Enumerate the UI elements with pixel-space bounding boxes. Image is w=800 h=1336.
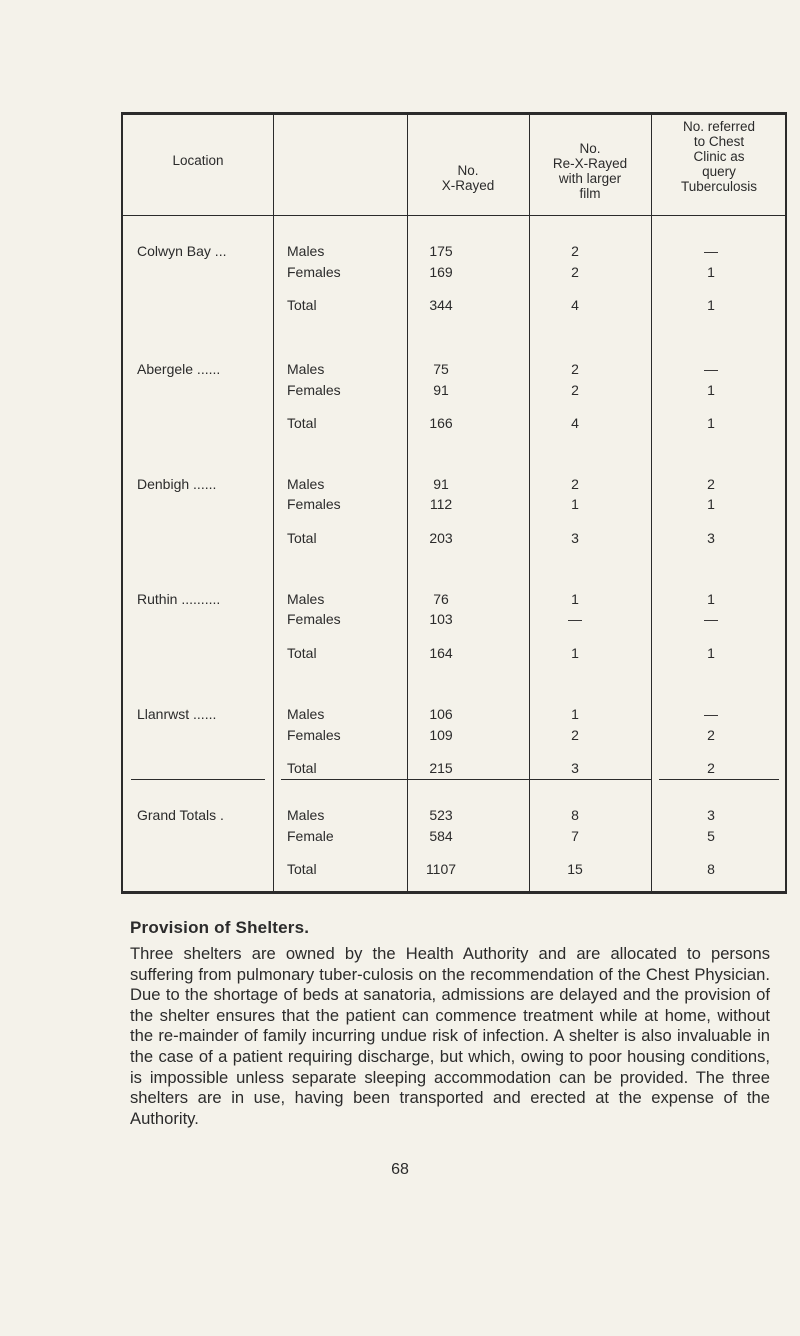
referred-value: — bbox=[704, 243, 718, 259]
re-x-rayed-value: 1 bbox=[571, 645, 579, 661]
re-x-rayed-value: 2 bbox=[571, 476, 579, 492]
referred-value: 1 bbox=[707, 297, 715, 313]
referred-value: 1 bbox=[707, 496, 715, 512]
column-rule bbox=[651, 115, 652, 891]
re-x-rayed-value: 2 bbox=[571, 243, 579, 259]
x-rayed-value: 112 bbox=[429, 496, 453, 512]
sex-label: Females bbox=[287, 611, 341, 627]
sex-label: Total bbox=[287, 297, 317, 313]
sex-label: Females bbox=[287, 382, 341, 398]
x-rayed-value: 75 bbox=[433, 361, 449, 377]
x-rayed-value: 1107 bbox=[425, 861, 457, 877]
referred-value: 1 bbox=[707, 645, 715, 661]
location-label: Abergele ...... bbox=[137, 361, 221, 377]
sex-label: Females bbox=[287, 264, 341, 280]
x-rayed-value: 164 bbox=[429, 645, 453, 661]
re-x-rayed-value: 1 bbox=[571, 496, 579, 512]
x-rayed-value: 76 bbox=[433, 591, 449, 607]
x-rayed-value: 103 bbox=[429, 611, 453, 627]
x-rayed-value: 166 bbox=[429, 415, 453, 431]
re-x-rayed-value: 1 bbox=[571, 591, 579, 607]
totals-rule bbox=[659, 779, 779, 780]
sex-label: Males bbox=[287, 243, 325, 259]
referred-value: — bbox=[704, 361, 718, 377]
sex-label: Total bbox=[287, 415, 317, 431]
referred-value: 2 bbox=[707, 760, 715, 776]
referred-value: 8 bbox=[707, 861, 715, 877]
sex-label: Females bbox=[287, 727, 341, 743]
referred-value: 2 bbox=[707, 476, 715, 492]
location-label: Llanrwst ...... bbox=[137, 706, 217, 722]
x-rayed-value: 215 bbox=[429, 760, 453, 776]
re-x-rayed-value: 2 bbox=[571, 264, 579, 280]
location-label: Grand Totals . bbox=[137, 807, 224, 823]
header-re-x-rayed: No. Re-X-Rayed with larger film bbox=[552, 141, 628, 201]
referred-value: — bbox=[704, 706, 718, 722]
x-rayed-value: 169 bbox=[429, 264, 453, 280]
column-rule bbox=[407, 115, 408, 891]
sex-label: Female bbox=[287, 828, 334, 844]
x-rayed-value: 91 bbox=[433, 476, 449, 492]
column-rule bbox=[273, 115, 274, 891]
sex-label: Total bbox=[287, 530, 317, 546]
re-x-rayed-value: 7 bbox=[571, 828, 579, 844]
header-referred: No. referred to Chest Clinic as query Tuberculosis bbox=[680, 119, 758, 194]
sex-label: Males bbox=[287, 591, 325, 607]
header-x-rayed: No. X-Rayed bbox=[441, 163, 495, 193]
re-x-rayed-value: 1 bbox=[571, 706, 579, 722]
page-number: 68 bbox=[391, 1161, 409, 1178]
xray-table bbox=[121, 112, 787, 894]
x-rayed-value: 175 bbox=[429, 243, 453, 259]
re-x-rayed-value: 15 bbox=[567, 861, 583, 877]
re-x-rayed-value: 4 bbox=[571, 297, 579, 313]
referred-value: 1 bbox=[707, 264, 715, 280]
re-x-rayed-value: 3 bbox=[571, 530, 579, 546]
re-x-rayed-value: 8 bbox=[571, 807, 579, 823]
sex-label: Males bbox=[287, 706, 325, 722]
header-location: Location bbox=[172, 153, 224, 168]
referred-value: — bbox=[704, 611, 718, 627]
re-x-rayed-value: 3 bbox=[571, 760, 579, 776]
section-body: Three shelters are owned by the Health Authority and are allocated to persons suffering from pulmonary tuber-culosis on the recommendation of the Chest Physician. Due to the shortage of beds at sanatoria, admissions are delayed and the provision of the shelter ensures that the patient can commence treatment while at home, without the re-mainder of family incurring undue risk of infection. A shelter is also invaluable in the case of a patient requiring discharge, but which, owing to poor housing conditions, is impossible unless separate sleeping accommodation can be provided. The three shelters are in use, having been transported and erected at the expense of the Authority. bbox=[130, 944, 770, 1128]
sex-label: Total bbox=[287, 645, 317, 661]
sex-label: Males bbox=[287, 807, 325, 823]
referred-value: 1 bbox=[707, 591, 715, 607]
section-heading: Provision of Shelters. bbox=[130, 918, 310, 937]
x-rayed-value: 203 bbox=[429, 530, 453, 546]
re-x-rayed-value: 2 bbox=[571, 727, 579, 743]
location-label: Denbigh ...... bbox=[137, 476, 217, 492]
re-x-rayed-value: — bbox=[568, 611, 582, 627]
column-rule bbox=[529, 115, 530, 891]
location-label: Colwyn Bay ... bbox=[137, 243, 227, 259]
sex-label: Total bbox=[287, 760, 317, 776]
sex-label: Females bbox=[287, 496, 341, 512]
sex-label: Males bbox=[287, 361, 325, 377]
x-rayed-value: 344 bbox=[429, 297, 453, 313]
sex-label: Total bbox=[287, 861, 317, 877]
re-x-rayed-value: 2 bbox=[571, 361, 579, 377]
referred-value: 2 bbox=[707, 727, 715, 743]
header-rule bbox=[123, 215, 785, 216]
referred-value: 3 bbox=[707, 530, 715, 546]
x-rayed-value: 584 bbox=[429, 828, 453, 844]
re-x-rayed-value: 2 bbox=[571, 382, 579, 398]
x-rayed-value: 91 bbox=[433, 382, 449, 398]
referred-value: 1 bbox=[707, 382, 715, 398]
referred-value: 3 bbox=[707, 807, 715, 823]
x-rayed-value: 109 bbox=[429, 727, 453, 743]
x-rayed-value: 106 bbox=[429, 706, 453, 722]
x-rayed-value: 523 bbox=[429, 807, 453, 823]
re-x-rayed-value: 4 bbox=[571, 415, 579, 431]
totals-rule bbox=[131, 779, 265, 780]
referred-value: 1 bbox=[707, 415, 715, 431]
referred-value: 5 bbox=[707, 828, 715, 844]
sex-label: Males bbox=[287, 476, 325, 492]
totals-rule bbox=[281, 779, 651, 780]
location-label: Ruthin .......... bbox=[137, 591, 221, 607]
